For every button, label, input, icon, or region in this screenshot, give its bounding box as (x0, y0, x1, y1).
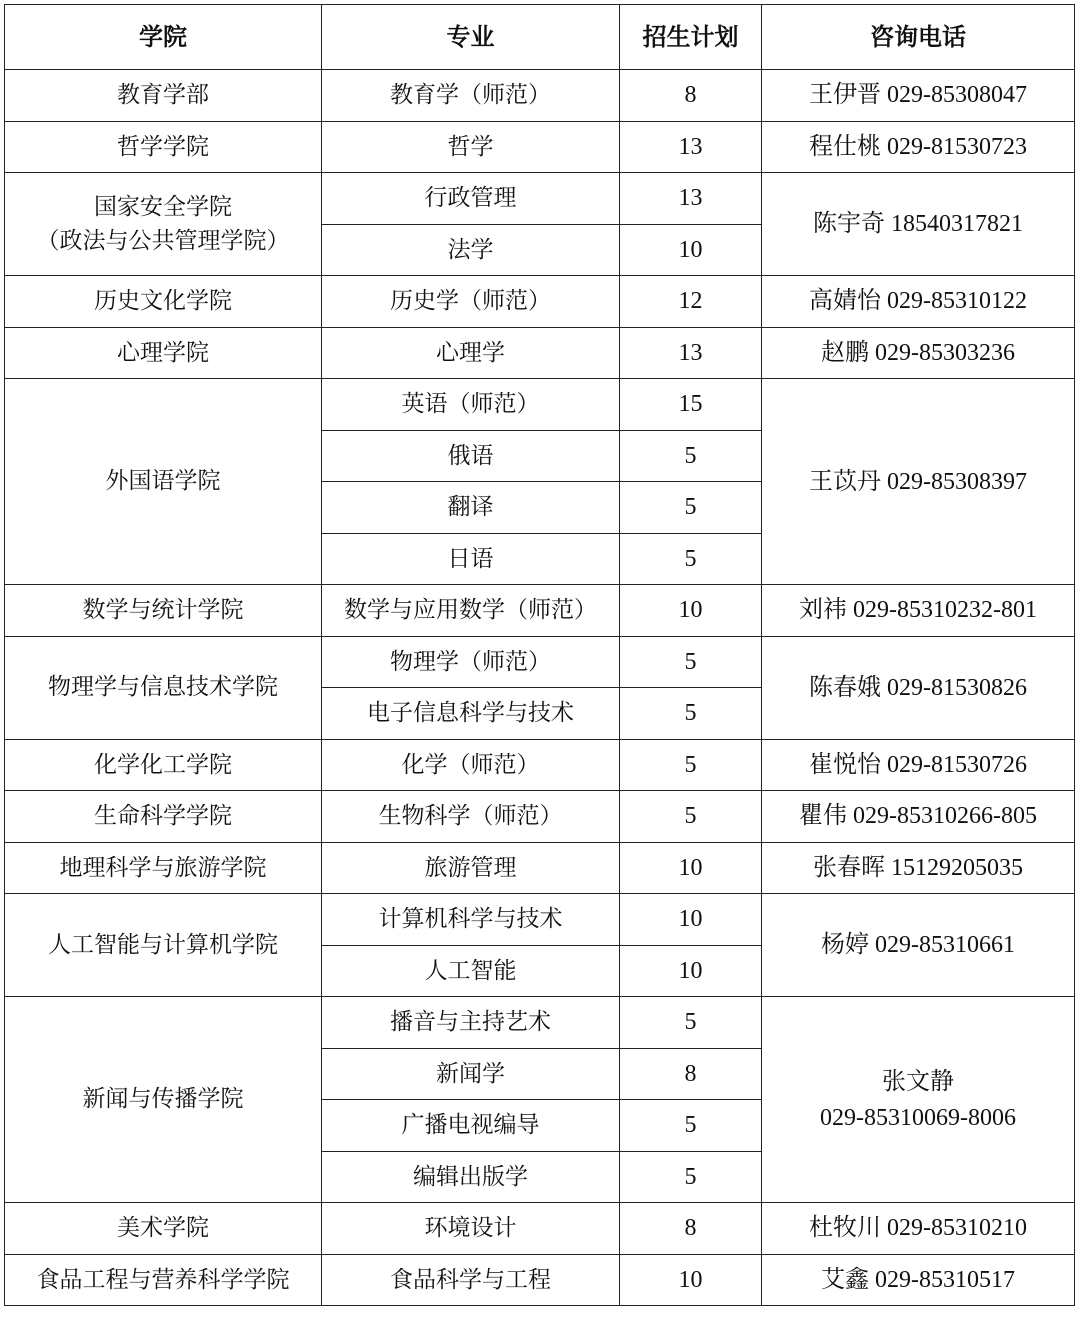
major-cell: 新闻学 (322, 1048, 620, 1100)
contact-text: 陈宇奇 18540317821 (813, 211, 1023, 237)
table-row (5, 894, 1075, 946)
major-cell: 行政管理 (322, 173, 620, 225)
contact-cell (762, 585, 1075, 637)
college-name: 物理学与信息技术学院 (48, 674, 278, 701)
college-cell (5, 121, 322, 173)
plan-cell: 5 (620, 636, 762, 688)
college-cell (5, 327, 322, 379)
plan-cell: 8 (620, 1203, 762, 1255)
header-row (5, 5, 1075, 70)
contact-cell (762, 276, 1075, 328)
college-name: 人工智能与计算机学院 (48, 931, 278, 958)
contact-cell (762, 70, 1075, 122)
college-cell (5, 1203, 322, 1255)
contact-cell (762, 636, 1075, 739)
contact-cell (762, 791, 1075, 843)
plan-cell: 10 (620, 585, 762, 637)
college-cell (5, 379, 322, 585)
table-row (5, 121, 1075, 173)
plan-cell: 10 (620, 894, 762, 946)
table-row (5, 636, 1075, 688)
header-plan: 招生计划 (620, 5, 762, 70)
college-name: 心理学院 (117, 339, 209, 366)
plan-cell: 5 (620, 997, 762, 1049)
contact-text: 艾鑫 029-85310517 (821, 1266, 1015, 1293)
major-cell: 编辑出版学 (322, 1151, 620, 1203)
major-cell: 心理学 (322, 327, 620, 379)
major-cell: 电子信息科学与技术 (322, 688, 620, 740)
plan-cell: 13 (620, 327, 762, 379)
college-name: 外国语学院 (105, 468, 221, 495)
table-row (5, 327, 1075, 379)
table-row (5, 842, 1075, 894)
plan-cell: 10 (620, 945, 762, 997)
plan-cell: 13 (620, 173, 762, 225)
contact-text: 张春晖 15129205035 (813, 854, 1023, 881)
plan-cell: 5 (620, 533, 762, 585)
college-cell (5, 1254, 322, 1306)
plan-cell: 8 (620, 1048, 762, 1100)
contact-text: 陈春娥 029-81530826 (809, 674, 1027, 701)
header-phone: 咨询电话 (762, 5, 1075, 70)
college-name: 数学与统计学院 (82, 597, 244, 623)
contact-cell (762, 894, 1075, 997)
contact-text: 杜牧川 029-85310210 (809, 1215, 1027, 1242)
plan-cell: 13 (620, 121, 762, 173)
college-cell (5, 585, 322, 637)
plan-cell: 5 (620, 430, 762, 482)
major-cell: 食品科学与工程 (322, 1254, 620, 1306)
contact-cell (762, 327, 1075, 379)
table-row (5, 70, 1075, 122)
major-cell: 生物科学（师范） (322, 791, 620, 843)
major-cell: 播音与主持艺术 (322, 997, 620, 1049)
major-cell: 翻译 (322, 482, 620, 534)
table-row (5, 1203, 1075, 1255)
contact-text: 赵鹏 029-85303236 (821, 339, 1015, 366)
contact-cell (762, 739, 1075, 791)
college-name: 化学化工学院 (94, 751, 232, 778)
plan-cell: 12 (620, 276, 762, 328)
college-cell (5, 173, 322, 276)
plan-cell: 5 (620, 1151, 762, 1203)
contact-text: 程仕桃 029-81530723 (809, 133, 1027, 160)
plan-cell: 5 (620, 688, 762, 740)
college-cell (5, 997, 322, 1203)
contact-text: 刘祎 029-85310232-801 (799, 597, 1037, 624)
plan-cell: 10 (620, 224, 762, 276)
plan-cell: 5 (620, 1100, 762, 1152)
college-name: 新闻与传播学院 (82, 1086, 244, 1113)
contact-text: 王苡丹 029-85308397 (809, 468, 1027, 495)
major-cell: 人工智能 (322, 945, 620, 997)
major-cell: 日语 (322, 533, 620, 585)
contact-text: 张文静 (882, 1068, 954, 1095)
major-cell: 英语（师范） (322, 379, 620, 431)
major-cell: 广播电视编导 (322, 1100, 620, 1152)
plan-cell: 8 (620, 70, 762, 122)
table-row (5, 1254, 1075, 1306)
contact-text: 王伊晋 029-85308047 (809, 82, 1027, 109)
table-row (5, 173, 1075, 225)
table-row (5, 997, 1075, 1049)
plan-cell: 5 (620, 482, 762, 534)
plan-cell: 15 (620, 379, 762, 431)
table-row (5, 276, 1075, 328)
major-cell: 俄语 (322, 430, 620, 482)
major-cell: 数学与应用数学（师范） (322, 585, 620, 637)
header-major: 专业 (322, 5, 620, 70)
college-cell (5, 739, 322, 791)
major-cell: 哲学 (322, 121, 620, 173)
contact-text: 杨婷 029-85310661 (821, 932, 1015, 958)
plan-cell: 10 (620, 1254, 762, 1306)
college-name: 历史文化学院 (94, 288, 232, 314)
major-cell: 物理学（师范） (322, 636, 620, 688)
contact-cell (762, 842, 1075, 894)
contact-text: 瞿伟 029-85310266-805 (799, 803, 1037, 830)
plan-cell: 10 (620, 842, 762, 894)
college-name: 生命科学学院 (94, 803, 232, 829)
contact-cell (762, 379, 1075, 585)
major-cell: 旅游管理 (322, 842, 620, 894)
college-name: 食品工程与营养科学学院 (36, 1266, 290, 1293)
contact-text: 高婧怡 029-85310122 (809, 288, 1027, 315)
plan-cell: 5 (620, 739, 762, 791)
header-college: 学院 (5, 5, 322, 70)
college-name: 美术学院 (117, 1215, 209, 1241)
table-row (5, 739, 1075, 791)
contact-cell (762, 121, 1075, 173)
major-cell: 计算机科学与技术 (322, 894, 620, 946)
table-row (5, 585, 1075, 637)
enrollment-plan-table (4, 4, 1075, 1306)
plan-cell: 5 (620, 791, 762, 843)
contact-subtext: 029-85310069-8006 (820, 1104, 1016, 1131)
college-cell (5, 636, 322, 739)
college-name: 教育学部 (117, 82, 209, 108)
table-row (5, 791, 1075, 843)
table-row (5, 379, 1075, 431)
major-cell: 化学（师范） (322, 739, 620, 791)
contact-text: 崔悦怡 029-81530726 (809, 751, 1027, 778)
college-cell (5, 894, 322, 997)
college-cell (5, 276, 322, 328)
major-cell: 教育学（师范） (322, 70, 620, 122)
college-name: 国家安全学院 (94, 193, 232, 220)
college-cell (5, 842, 322, 894)
major-cell: 法学 (322, 224, 620, 276)
major-cell: 历史学（师范） (322, 276, 620, 328)
table-body (5, 70, 1075, 1306)
college-name: 哲学学院 (117, 133, 209, 160)
college-name: 地理科学与旅游学院 (59, 854, 267, 881)
college-subname: （政法与公共管理学院） (36, 228, 290, 254)
contact-cell (762, 1203, 1075, 1255)
contact-cell (762, 1254, 1075, 1306)
college-cell (5, 70, 322, 122)
major-cell: 环境设计 (322, 1203, 620, 1255)
college-cell (5, 791, 322, 843)
contact-cell (762, 173, 1075, 276)
contact-cell (762, 997, 1075, 1203)
